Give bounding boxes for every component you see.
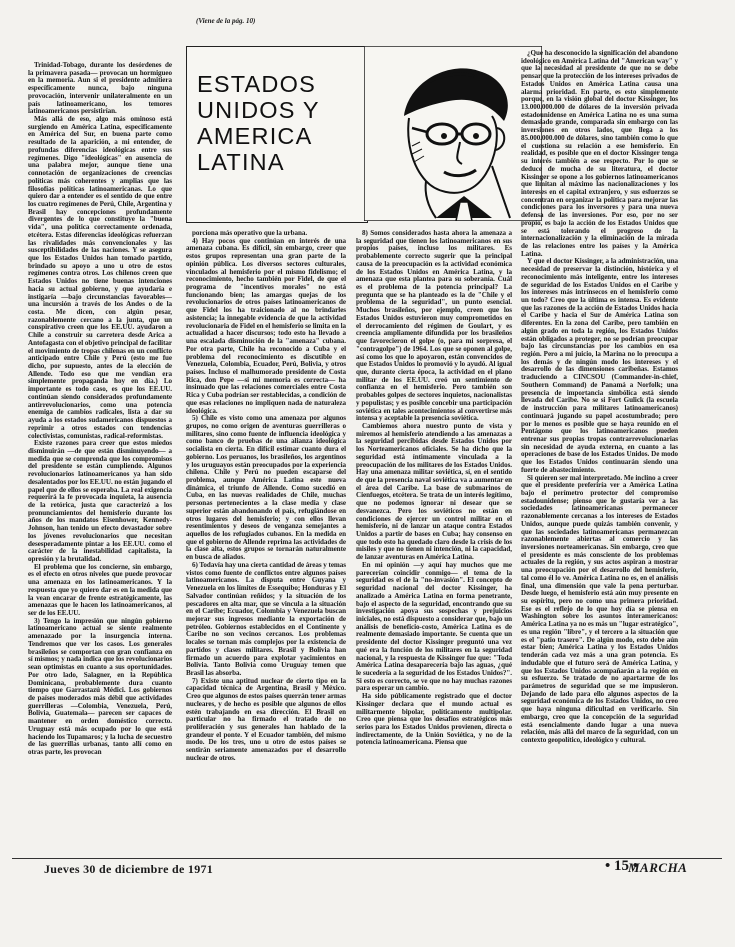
paragraph: 8) Somos considerados hasta ahora la amenaza a la seguridad que tienen los latinoamericanos en sus propios países, incluso los militares. Es probablemente correcto sugerir que la principal causa de la preocupación es la actividad económica de los Estados Unidos en América Latina, y la amenaza que esta plantea para su soberanía. Cuál es el problema de la potencia principal? La pregunta que se ha planteado es la de "Chile y el problema de la seguridad", un punto esencial. Muchos brasileños, por ejemplo, creen que los Estados Unidos estuvieron muy comprometidos en el derrocamiento del régimen de Goulart, y es creencia ampliamente difundida por los brasileños que favorecieron el golpe (o, para mi sorpresa, el "contragolpe") de 1964. Los que se oponen al golpe, así como los que lo apoyaron, están convencidos de que Estados Unidos lo promovió y lo ayudó. Al igual que, durante cierta época, la actividad en el plano militar de los EE.UU. creó un sentimiento de confianza en el hemisferio. Pero también son probables golpes de sectores inquietos, nacionalistas y populistas; y es posible concebir una participación soviética en tales acontecimientos al convertirse más intensa y aceptable la presencia soviética. — [356, 230, 512, 423]
magazine-name: MARCHA — [628, 860, 688, 875]
paragraph: En mi opinión —y aquí hay muchos que me parecerían coincidir conmigo— el tema de la seguridad es el de la "no-invasión". El concepto de seguridad nacional del doctor Kissinger, ha analizado a América Latina en forma penetrante, bajo el aspecto de la seguridad, encontrando que su investigación apoya sus sospechas y prejuicios iniciales, no está dispuesto a considerar que, bajo un análisis de beneficio-costo, América Latina es de realmente demasiado importante. Se cuenta que un presidente del doctor Kissinger preguntó una vez qué era la función de los militares en la seguridad nacional, y la respuesta de Kissinger fue que: "Toda América Latina desaparecería bajo las aguas, ¿qué le sucedería a la seguridad de los Estados Unidos?". Si esto es correcto, se ve que no hay muchas razones para esperar un cambio. — [356, 560, 512, 693]
text-column-3 — [356, 230, 512, 850]
paragraph: 3) Tengo la impresión que ningún gobierno latinoamericano actual se siente realmente amenazado por la insurgencia interna. Tendremos que ver los casos. Los generales brasileños se comportan con gran confianza en sí mismos; y nada indica que los revolucionarios sean optimistas en cuanto a sus oportunidades. Por otro lado, Salagner, en la República Dominicana, probablemente dura cuanto tiempo que Garrastazú Médici. Los gobiernos de países moderados más débil que actividades guerrilleras —Colombia, Venezuela, Perú, Bolivia, Guatemala— parecen ser capaces de mantener en orden doméstico correcto. Uruguay está más ocupado por lo que está haciendo los Tupamaros; y la lucha de secuestro de las guerrillas urbanas, tanto allí como en otras parte, les provocan — [28, 616, 172, 756]
paragraph: 4) Hay pocos que continúan en interés de una amenaza cubana. Es difícil, sin embargo, creer que estos grupos representan una gran parte de la opinión pública. Los diversos sectores culturales, vinculados al hemisferio por el mismo fidelismo; el reconocimiento, hecho también por Fidel, de que el programa de "incentivos morales" no está funcionando bien; las amargas quejas de los revolucionarios de otros países latinoamericanos de que Fidel los ha traicionado al no brindarles asistencia; la innegable evidencia de que la actividad revolucionaria de Fidel en el hemisferio se limita en la actualidad a hacer discursos; todo esto ha llevado a una escalada disminución de la "amenaza" cubana. Por otra parte, Chile ha reconocido a Cuba y el problema del reconocimiento es discutible en Venezuela, Colombia, Ecuador, Perú, Bolivia, y otros países. Incluso el malhumorado presidente de Costa Rica, don Pepe —si mi memoria es correcta— ha insinuado que las relaciones comerciales entre Costa Rica y Cuba podrían ser restablecidas, a condición de que esas relaciones no impliquen nada de naturaleza ideológica. — [186, 236, 346, 415]
paragraph: 7) Existe una aptitud nuclear de cierto tipo en la capacidad técnica de Argentina, Brasil y México. Creo que algunos de estos países querrán tener armas nucleares, y de hecho es posible que algunos de ellos estén trabajando en esa dirección. El Brasil en particular no ha firmado el tratado de no proliferación y sus generales han hablado de la grandeur el ponte. Y el Ecuador también, del mismo modo. De los tres, uno u otro de estos países se sentirán seriamente amenazados por el desarrollo nuclear de otros. — [186, 676, 346, 762]
title-line-3: AMERICA — [197, 123, 313, 149]
paragraph: Y que el doctor Kissinger, a la administración, una necesidad de preservar la distinción, histórica y el reconocimiento más inteligente, entre los intereses de seguridad de los Estados Unidos en el Caribe y los intereses más intrínsecos en el hemisferio como un todo? Creo que la última es intensa. Es evidente que las razones de la acción de Estados Unidos hacia el Caribe y hacia el Sur de América Latina son diferentes. En la zona del Caribe, pero también en algún grado en toda la región, los Estados Unidos están obligados a proteger, no se podrían preocupar bajo las circunstancias por los cambios en esa región. Pero a mi juicio, la Marina no lo preocupa a los demás y de ningún modo los intereses y el desarrollo de las dimensiones caribeñas. Estamos traduciendo a CINCSOU (Commander-in-chief, Southern Command) de Panamá a Norfolk; una presencia de importancia simbólica está siendo llevada del Caribe. No se si Fort Gulick (la escuela de instrucción para militares latinoamericanos) continuará jugando su papel acostumbrado; pero por lo menos es posible que se haya reunido en el Pentágono que los latinoamericanos pueden entrenar sus propias tropas contrarrevolucionarias sin necesidad de ayuda externa, en cuanto a las operaciones de base de los Estados Unidos. De modo que los Estados Unidos continuarán siendo una fuerte de abastecimiento. — [521, 257, 678, 474]
paragraph: El problema que los concierne, sin embargo, es el efecto en otros niveles que puede provocar una amenaza en los latinoamericanos. Y la respuesta que yo quiero dar es en la medida que la vean encarar de frente estratégicamente, las amenazas que le hacen los latinoamericanos, al ser de los EE.UU. — [28, 562, 172, 618]
paragraph: 5) Chile es visto como una amenaza por algunos grupos, no como origen de aventuras guerrilleras o militares, sino como fuente de influencia ideológica y como banco de pruebas de una alianza ideológica socialista en cierta. En difícil estimar cuanto dura el gobierno. Los peruanos, los brasileños, los argentinos y los uruguayos están preocupados por la experiencia chilena. Chile y Perú no pueden escaparse del problema, aunque América Latina este nueva dinámica, el triunfo de Allende. Como sucedió en Cuba, en las nuevas realidades de Chile, muchas personas pertenecientes a la clase media y clase superior están abandonando el país, refugiándose en otros lugares del hemisferio; y con ellos llevan resentimientos y deseos de venganza semejantes a aquellos de los refugiados cubanos. En la medida en que el gobierno de Allende reprima las actividades de la clase alta, estos grupos se tornarán naturalmente en busca de aliados. — [186, 414, 346, 562]
paragraph: Cambiemos ahora nuestro punto de vista y miremos al hemisferio atendiendo a las amenazas a la seguridad percibidas desde Estados Unidos por los Norteamericanos oficiales. Se ha dicho que la seguridad está íntimamente vinculada a la preocupación de los militares de los Estados Unidos. Hay una amenaza militar soviética, sí, en el sentido de que la presencia naval soviética va a aumentar en el área del Caribe. La base de submarinos de Cienfuegos, etcétera. Se trata de un interés legítimo, que no podemos ignorar ni desear que se desvanezca. Pero los soviéticos no están en condiciones de ejercer un control militar en el hemisferio, ni de lanzar un ataque contra Estados Unidos a partir de bases en Cuba; hay consenso en que todo esto ha quedado claro desde la crisis de los misiles y que no tienen ni intención, ni la capacidad, de lanzar aventuras en América Latina. — [356, 421, 512, 562]
paragraph: Si quieren ser mal interpretado. Me inclino a creer que el presidente preferiría ver a América Latina bajo el perímetro protector del compromiso estadounidense; pienso que le gustaría ver a las sociedades latinoamericanas permanecer razonablemente cercanas a los intereses de Estados Unidos, aunque puede quizás también convenir, y que las sociedades latinoamericanas permanezcan razonablemente abiertas al comercio y las inversiones norteamericanas. Sin embargo, creo que el presidente es más consciente de los problemas actuales de la región, y sus actos aspiran a mostrar una preocupación por el desarrollo del hemisferio, tal como él lo ve. América Latina no es, en el análisis final, una dimensión que vale la pena perturbar. Desde luego, el hemisferio está aún muy presente en su espíritu, pero no como una primera prioridad. Ese es el reflejo de lo que hoy día se piensa en Washington sobre los asuntos interamericanos: América Latina ya no es más un "lugar estratégico", es una región "libre", y el tercero a la situación que es el "patio trasero". De algún modo, esto debe aún estar bien; América Latina y los Estados Unidos tenderán cada vez más a una gran potencia. Es indudable que el futuro será de América Latina, y que los Estados Unidos acompañarán a la región en su esfuerzo. Se tratado de no apartarme de los parámetros de seguridad que se me impusieron. Dejando de lado para ello algunos aspectos de la seguridad económica de los Estados Unidos, no creo que haya ninguna dificultad en verificarlo. Sin embargo, creo que la concepción de la seguridad está esencialmente dando lugar a una nueva relación, más allá del marco de la seguridad, con un contexto geopolítico, ideológico y cultural. — [521, 473, 678, 744]
paragraph: Más allá de eso, algo más ominoso está surgiendo en América Latina, especificamente en América del Sur, en buena parte como resultado de la aparición, a mi entender, de profundas diferencias ideológicas entre sus regímenes. Digo "ideológicas" en ausencia de una palabra mejor, aunque tiene una connotación de organizaciones de creencias políticas más coherentes y amplias que las filosofías políticas latinoamericanas. Lo que quiero dar a entender es el sentido de que entre los cuatro regímenes de Perú, Chile, Argentina y Brasil hay concepciones profundamente divergentes de lo que constituye la "buena vida", una política correctamente ordenada, etcétera. Estas diferencias ideológicas refuerzan las rivalidades más convencionales y las susceptibilidades de las naciones. Y se asegura que los Estados Unidos han tomado partido, brindado su apoyo a uno u otro de estos regímenes contra otros. Los chilenos creen que Estados Unidos no tiene buenas intenciones hacia su actual gobierno, y que ayudaría e instigaría —bajo circunstancias favorables— una incursión a través de los Andes o de la costa. Me dicen, con algún pesar, razonablemente cercano a la junta, que un conspirativo creen que los EE.UU. ayudaron a Chile a construir su carretera desde Arica a Antofagasta con el objetivo principal de facilitar el movimiento de tropas chilenas en un conflicto anticipado entre Chile y Perú (esto me fue dicho, por supuesto, antes de la elección de Allende. Todo eso que me vendían era simplemente propaganda hoy en día.) Lo importante es todo caso, es que los EE.UU. continúan siendo considerados profundamente antirrevolucionarios, como una potencia enemiga de cambios radicales, lista a dar su ayuda a los estados sudamericanos dispuestos a reprimir a otros estados con tendencias colectivistas, comunistas, radical-reformistas. — [28, 115, 172, 440]
paragraph: 6) Todavía hay una cierta cantidad de áreas y temas vistos como fuente de conflictos entre algunos países latinoamericanos. La disputa entre Guyana y Venezuela en los límites de Essequibo; Honduras y El Salvador continúan reñidos; y la situación de los pescadores en alta mar, que se vincula a la situación en el Caribe; Ecuador, Colombia y Venezuela buscan mejorar sus ingresos mediante la exportación de petróleo. Gobiernos establecidos en el Continente y Caribe no son vecinos cercanos. Los problemas locales se tornan más complejos por la existencia de partidos y clases militares. Brasil y Bolivia han firmado un acuerdo para explotar yacimientos en Bolivia. Tanto Bolivia como Uruguay temen que Brasil las absorba. — [186, 560, 346, 677]
text-column-2 — [186, 230, 346, 850]
article-title — [197, 71, 320, 175]
paragraph: Trinidad-Tobago, durante los desórdenes de la primavera pasada— provocan un hormigueo en la memoria. Aun si el presidente admitiera específicamente nunca, bajo ninguna provocación, intervenir unilateralmente en un país latinoamericano, los temores latinoamericanos persistirían. — [28, 62, 172, 116]
paragraph: ¿Que ha desconocido la significación del abandono ideológico en América Latina del "American way" y que la necesidad al presidente de que no se debe pensar que la protección de los intereses privados de Estados Unidos en América Latina causa una alarma prioridad. En parte, es esto simplemente porque, en la visión global del doctor Kissinger, los 13.000.000.000 de dólares de la inversión privada estadounidense en América Latina no es una suma demasiado grande, comparada sin embargo con las inversiones en otros lados, que llega a los 85.000.000.000 de dólares, sino también como lo que el cuestiona su relación a ese hemisferio. En realidad, es posible que en el doctor Kissinger tenga su interés también a ese respecto. Por lo que se deduce de mucha de su literatura, el doctor Kissinger se opone a los gobiernos latinoamericanos que limitan al máximo las nacionalizaciones y los intereses en el capital extranjero, y sus esfuerzos se concentran en organizar la política para mejorar las condiciones para los inversores y para una nueva defensa de las inversiones. Por eso, por no ser propio, es bajo la acción de los Estados Unidos que se está tolerando el progreso de la internacionalización y la eliminación de la mirada de las relaciones entre los países y la América Latina. — [521, 50, 678, 258]
text-column-4 — [521, 50, 678, 850]
title-line-4: LATINA — [197, 149, 285, 175]
paragraph: Ha sido públicamente registrado que el doctor Kissinger declara que el mundo actual es militarmente bipolar, políticamente multipolar. Creo que piensa que los desafíos estratégicos más serios para los Estados Unidos provienen, directa o indirectamente, de la Unión Soviética, y no de la potencia latinoamericana. Piensa que — [356, 692, 512, 747]
issue-date: Jueves 30 de diciembre de 1971 — [44, 862, 214, 876]
paragraph: Existe razones para creer que estos miedos disminuirán —de que están disminuyendo— a medida que se comprenda que los compromisos del presidente se están cumpliendo. Algunos revolucionarios latinoamericanos ya han sido desalentados por los EE.UU. no están jugando el papel que de ellos se esperaba. La real exigencia requerirá la fe provocada inquieta, la ausencia de la retórica, justa que caracterizó a los pronunciamientos del hemisferio durante los años de los mandatos Eisenhower, Kennedy-Johnson, han tenido un efecto devastador sobre los jóvenes revolucionarios que necesitan desesperadamente pintar a los EE.UU. como el carácter de la inestabilidad capitalista, la opresión y la brutalidad. — [28, 439, 172, 563]
title-line-2: UNIDOS Y — [197, 97, 320, 123]
text-column-1 — [28, 62, 172, 849]
page-number: • 15 • — [605, 858, 639, 874]
title-box — [186, 46, 368, 223]
caricature-drawing-icon — [364, 46, 542, 221]
paragraph: porciona más operativo que la urbana. — [192, 230, 308, 237]
title-line-1: ESTADOS — [197, 71, 316, 97]
continuation-note: (Viene de la pág. 10) — [196, 17, 256, 25]
